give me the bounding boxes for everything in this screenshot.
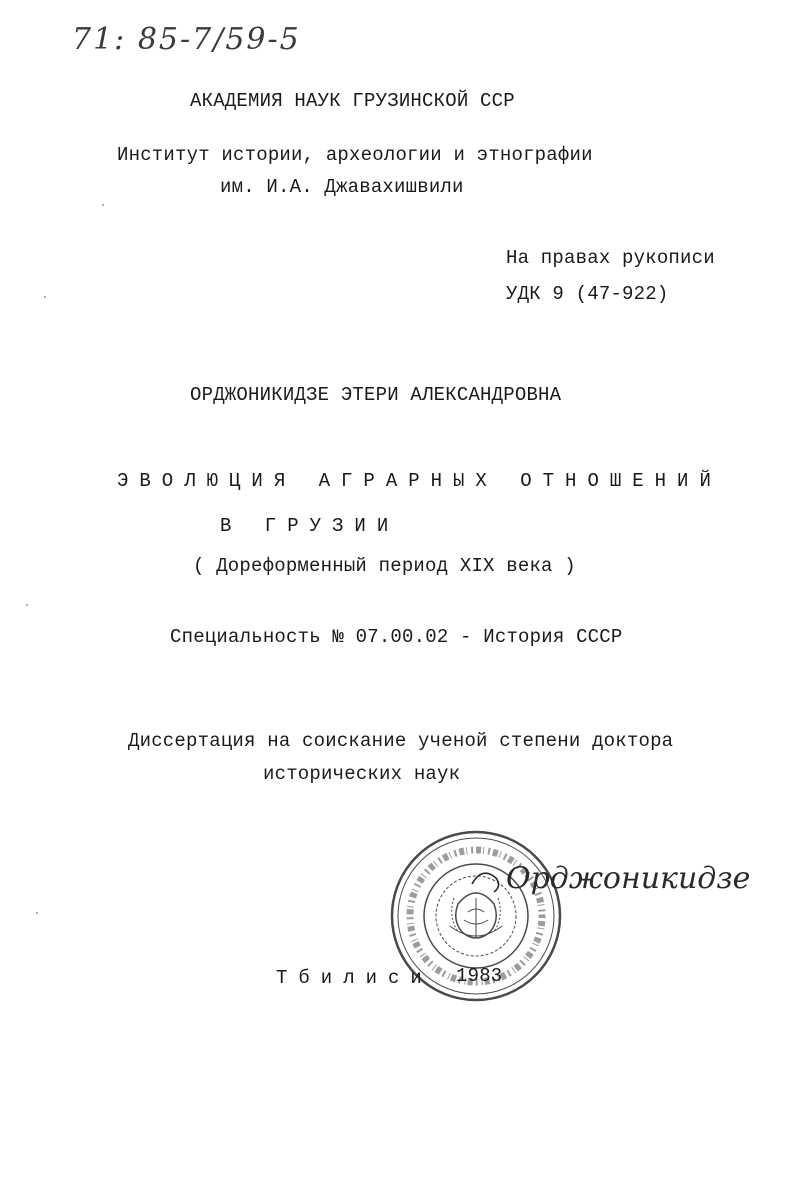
scan-speck — [26, 604, 28, 606]
author-name: ОРДЖОНИКИДЗЕ ЭТЕРИ АЛЕКСАНДРОВНА — [190, 384, 562, 406]
scan-speck — [102, 204, 104, 206]
title-line-2: В ГРУЗИИ — [220, 515, 400, 537]
institute-line-2: им. И.А. Джавахишвили — [220, 176, 464, 198]
title-line-1: ЭВОЛЮЦИЯ АГРАРНЫХ ОТНОШЕНИЙ — [117, 470, 722, 492]
dissertation-line-1: Диссертация на соискание ученой степени доктора — [128, 730, 674, 752]
manuscript-rights: На правах рукописи — [506, 247, 715, 269]
scan-speck — [44, 296, 46, 298]
academy-heading: АКАДЕМИЯ НАУК ГРУЗИНСКОЙ ССР — [190, 90, 515, 112]
institute-line-1: Институт истории, археологии и этнографии — [117, 144, 593, 166]
dissertation-line-2: исторических наук — [263, 763, 461, 785]
footer-city: Тбилиси — [276, 967, 433, 989]
author-signature — [466, 850, 751, 910]
title-subtitle: ( Дореформенный период XIX века ) — [193, 555, 576, 577]
footer-year: 1983 — [456, 965, 503, 987]
udc-code: УДК 9 (47-922) — [506, 283, 669, 305]
archive-mark: 71: 85-7/59-5 — [72, 22, 301, 57]
scan-speck — [36, 912, 38, 914]
signature-text: Орджоникидзе — [506, 861, 751, 896]
specialty: Специальность № 07.00.02 - История СССР — [170, 626, 623, 648]
